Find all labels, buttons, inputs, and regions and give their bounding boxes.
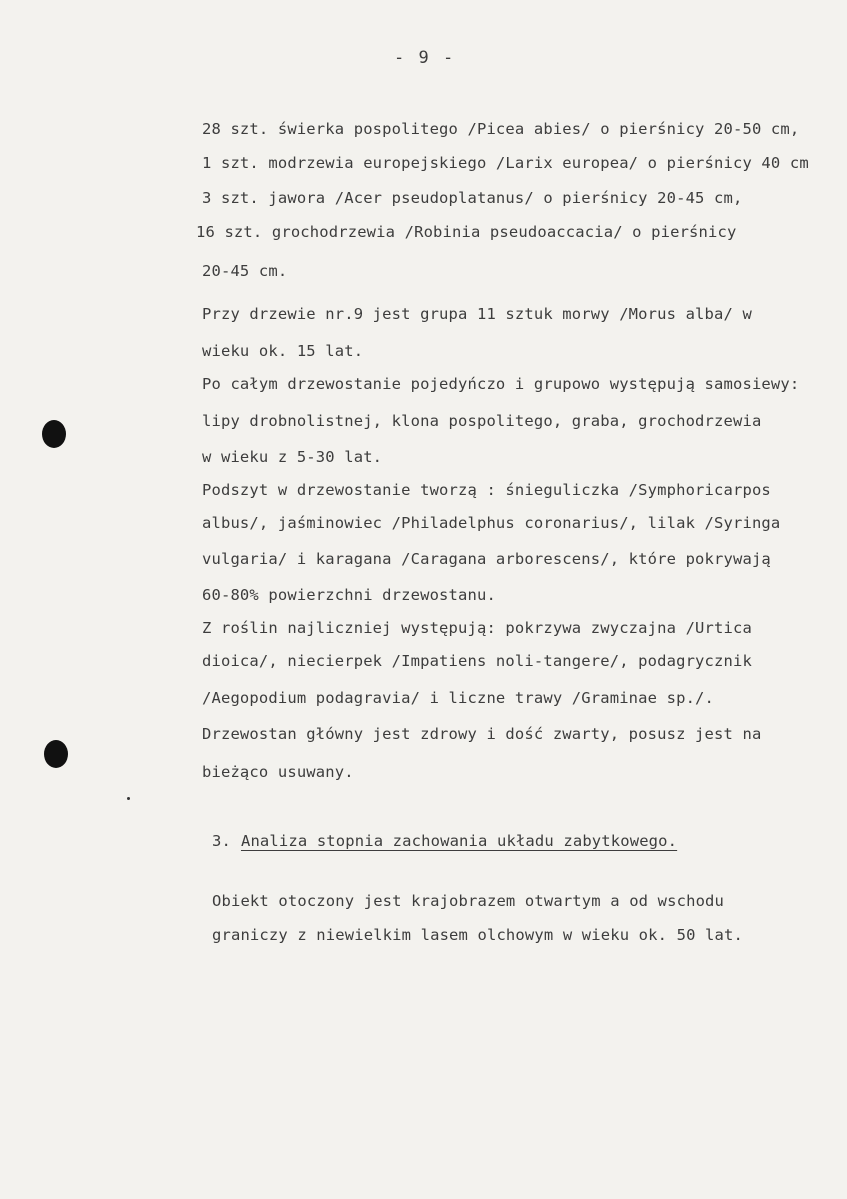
text-line: Drzewostan główny jest zdrowy i dość zwarty, posusz jest na [202,725,762,743]
text-line: graniczy z niewielkim lasem olchowym w wieku ok. 50 lat. [212,926,743,944]
ink-speck [127,797,130,800]
text-line: 28 szt. świerka pospolitego /Picea abies/ o pierśnicy 20-50 cm, [202,120,800,138]
text-line: 20-45 cm. [202,262,288,280]
text-line: Podszyt w drzewostanie tworzą : śnieguliczka /Symphoricarpos [202,481,771,499]
punch-hole [42,420,66,448]
section-number: 3. [212,832,231,850]
text-line: bieżąco usuwany. [202,763,354,781]
page-number: - 9 - [394,48,456,68]
text-line: 3 szt. jawora /Acer pseudoplatanus/ o pierśnicy 20-45 cm, [202,189,743,207]
section-title: Analiza stopnia zachowania układu zabytkowego. [240,832,678,850]
text-line: wieku ok. 15 lat. [202,342,364,360]
text-line: vulgaria/ i karagana /Caragana arborescens/, które pokrywają [202,550,771,568]
text-line: 16 szt. grochodrzewia /Robinia pseudoaccacia/ o pierśnicy [196,223,737,241]
text-line: /Aegopodium podagravia/ i liczne trawy /Graminae sp./. [202,689,715,707]
text-line: w wieku z 5-30 lat. [202,448,383,466]
text-line: Po całym drzewostanie pojedyńczo i grupowo występują samosiewy: [202,375,800,393]
text-line: Przy drzewie nr.9 jest grupa 11 sztuk morwy /Morus alba/ w [202,305,752,323]
text-line: Z roślin najliczniej występują: pokrzywa zwyczajna /Urtica [202,619,752,637]
text-line: 1 szt. modrzewia europejskiego /Larix europea/ o pierśnicy 40 cm [202,154,809,172]
text-line: 60-80% powierzchni drzewostanu. [202,586,496,604]
punch-hole [44,740,68,768]
text-line: albus/, jaśminowiec /Philadelphus coronarius/, lilak /Syringa [202,514,781,532]
section-heading [212,832,677,850]
text-line: dioica/, niecierpek /Impatiens noli-tangere/, podagrycznik [202,652,752,670]
text-line: Obiekt otoczony jest krajobrazem otwartym a od wschodu [212,892,725,910]
text-line: lipy drobnolistnej, klona pospolitego, graba, grochodrzewia [202,412,762,430]
